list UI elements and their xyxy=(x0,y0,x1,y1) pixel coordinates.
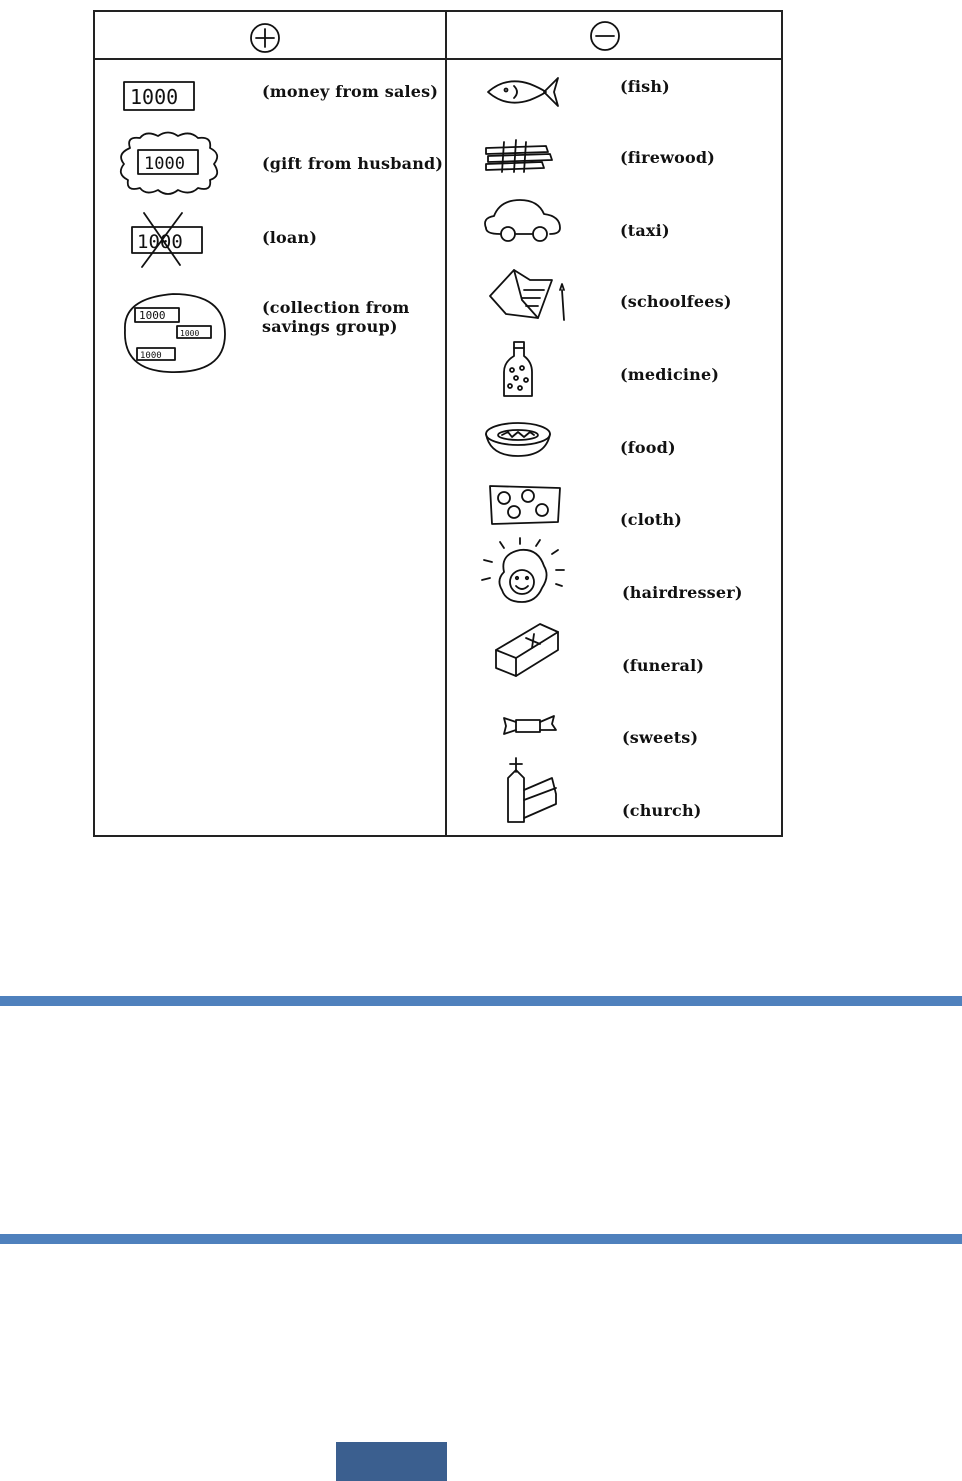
divider-band-top xyxy=(0,996,962,1006)
banknote-in-cloud-icon xyxy=(112,130,224,198)
firewood-icon xyxy=(482,138,556,174)
label-hairdresser: (hairdresser) xyxy=(622,583,743,602)
label-medicine: (medicine) xyxy=(620,365,720,384)
label-money-from-sales: (money from sales) xyxy=(262,82,439,101)
label-taxi: (taxi) xyxy=(620,221,670,240)
plus-circle-icon xyxy=(249,22,281,54)
svg-text:1000: 1000 xyxy=(144,154,185,174)
divider-band-bottom xyxy=(0,1234,962,1244)
svg-text:1000: 1000 xyxy=(139,309,166,322)
school-book-icon xyxy=(486,266,574,324)
column-divider xyxy=(445,12,447,835)
footer-block xyxy=(336,1442,447,1481)
coffin-icon xyxy=(492,620,564,678)
label-firewood: (firewood) xyxy=(620,148,716,167)
label-schoolfees: (schoolfees) xyxy=(620,292,732,311)
label-fish: (fish) xyxy=(620,77,670,96)
minus-circle-icon xyxy=(589,20,621,52)
sweets-icon xyxy=(500,712,560,740)
cloth-icon xyxy=(486,482,564,528)
label-sweets: (sweets) xyxy=(622,728,699,747)
svg-text:1000: 1000 xyxy=(140,351,162,361)
hairdresser-face-icon xyxy=(478,536,568,606)
label-church: (church) xyxy=(622,801,702,820)
label-cloth: (cloth) xyxy=(620,510,683,529)
taxi-icon xyxy=(480,196,566,244)
svg-text:1000: 1000 xyxy=(130,85,179,109)
medicine-bottle-icon xyxy=(500,340,538,402)
label-gift-from-husband: (gift from husband) xyxy=(262,154,444,173)
label-collection-from-savings-group: (collection from savings group) xyxy=(262,298,410,336)
label-loan: (loan) xyxy=(262,228,318,247)
banknote-icon xyxy=(121,79,197,113)
church-icon xyxy=(500,756,562,826)
label-food: (food) xyxy=(620,438,676,457)
label-funeral: (funeral) xyxy=(622,656,705,675)
svg-text:1000: 1000 xyxy=(180,329,200,338)
header-rule xyxy=(95,58,781,60)
svg-text:1000: 1000 xyxy=(137,231,183,253)
banknotes-in-circle-icon xyxy=(117,290,229,376)
fish-icon xyxy=(484,74,562,110)
crossed-banknote-icon xyxy=(128,209,208,269)
food-bowl-icon xyxy=(482,418,554,458)
